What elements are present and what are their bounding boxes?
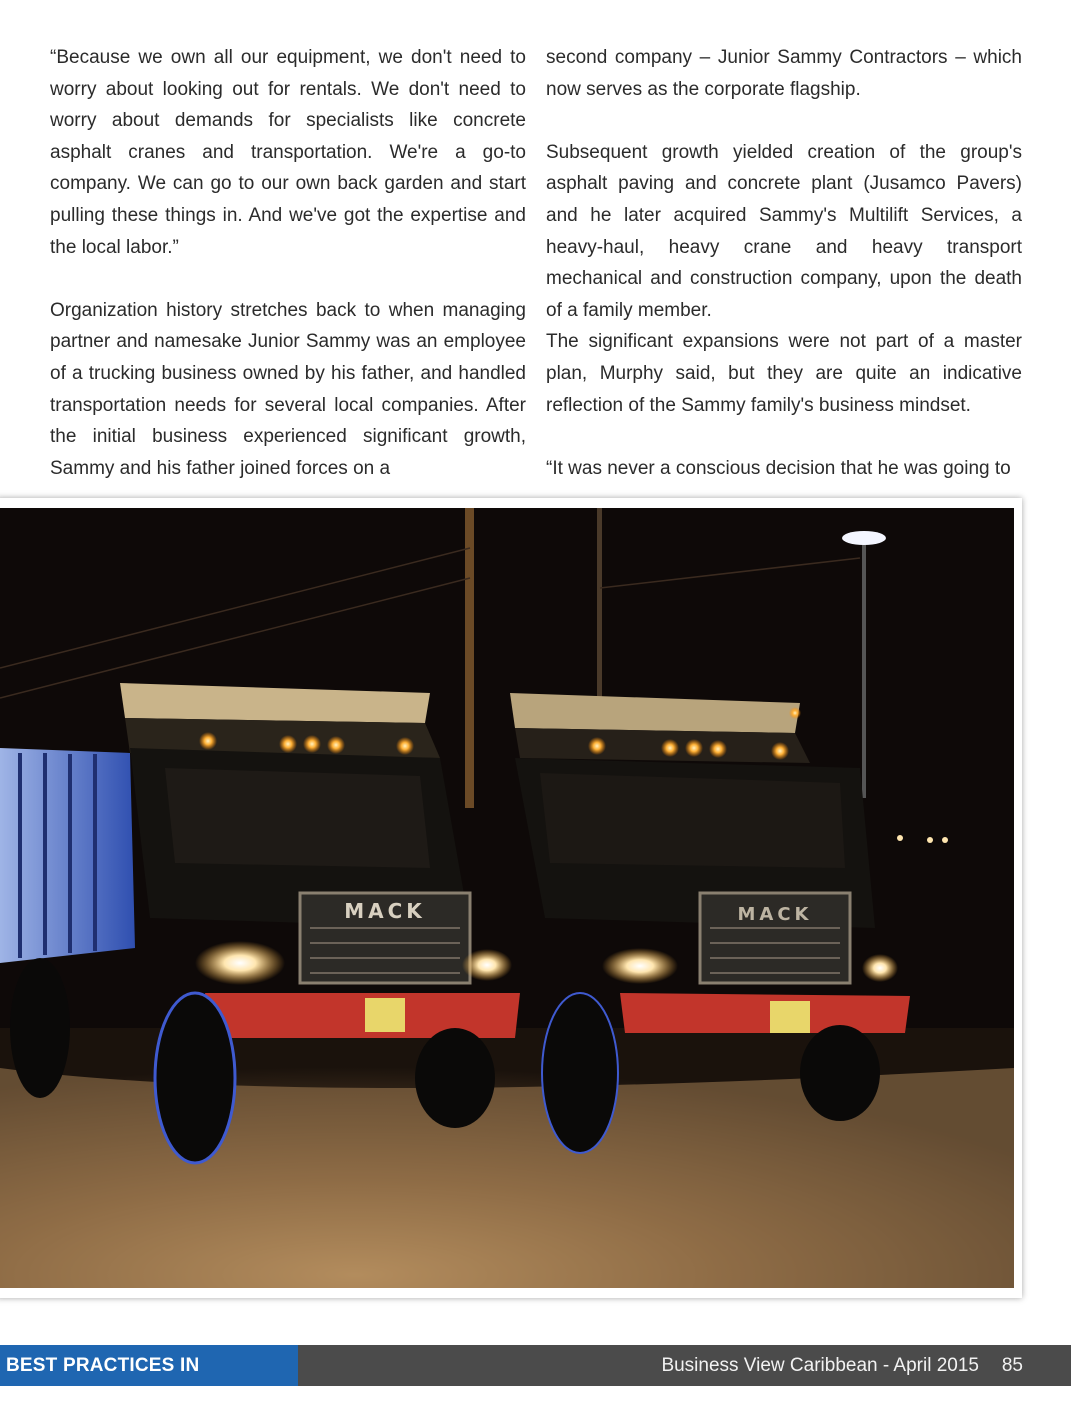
article-column-left <box>50 42 526 484</box>
article-paragraph: Organization history stretches back to when managing partner and namesake Junior Sammy was an employee of a trucking business owned by his father, and handled transportation needs for several local companies. After the initial business experienced significant growth, Sammy and his father joined forces on a <box>50 299 526 479</box>
article-paragraph: second company – Junior Sammy Contractors – which now serves as the corporate flagship. <box>546 47 1022 100</box>
publication-info: Business View Caribbean - April 2015 <box>661 1355 979 1376</box>
dump-trucks-photo <box>0 508 1014 1288</box>
article-paragraph: The significant expansions were not part of a master plan, Murphy said, but they are quite an indicative reflection of the Sammy family's business mindset. <box>546 331 1022 416</box>
page-footer <box>0 1345 1071 1417</box>
grille-label-right: MACK <box>737 904 813 925</box>
page-number: 85 <box>1001 1355 1023 1376</box>
article-paragraph: “Because we own all our equipment, we don't need to worry about looking out for rentals. We don't need to worry about demands for specialists like concrete asphalt cranes and transportation. We're a go-to company. We can go to our own back garden and start pulling these things in. And we've got the expertise and the local labor.” <box>50 47 526 258</box>
grille-label-left: MACK <box>344 899 426 923</box>
article-column-right <box>546 42 1022 484</box>
article-paragraph: “It was never a conscious decision that he was going to <box>546 457 1011 479</box>
section-tag: BEST PRACTICES IN BUSINESS <box>0 1345 298 1386</box>
dump-trucks-illustration <box>0 508 1014 1288</box>
article-paragraph: Subsequent growth yielded creation of the group's asphalt paving and concrete plant (Jusamco Pavers) and he later acquired Sammy's Multilift Services, a heavy-haul, heavy crane and heavy transport mechanical and construction company, upon the death of a family member. <box>546 141 1022 321</box>
